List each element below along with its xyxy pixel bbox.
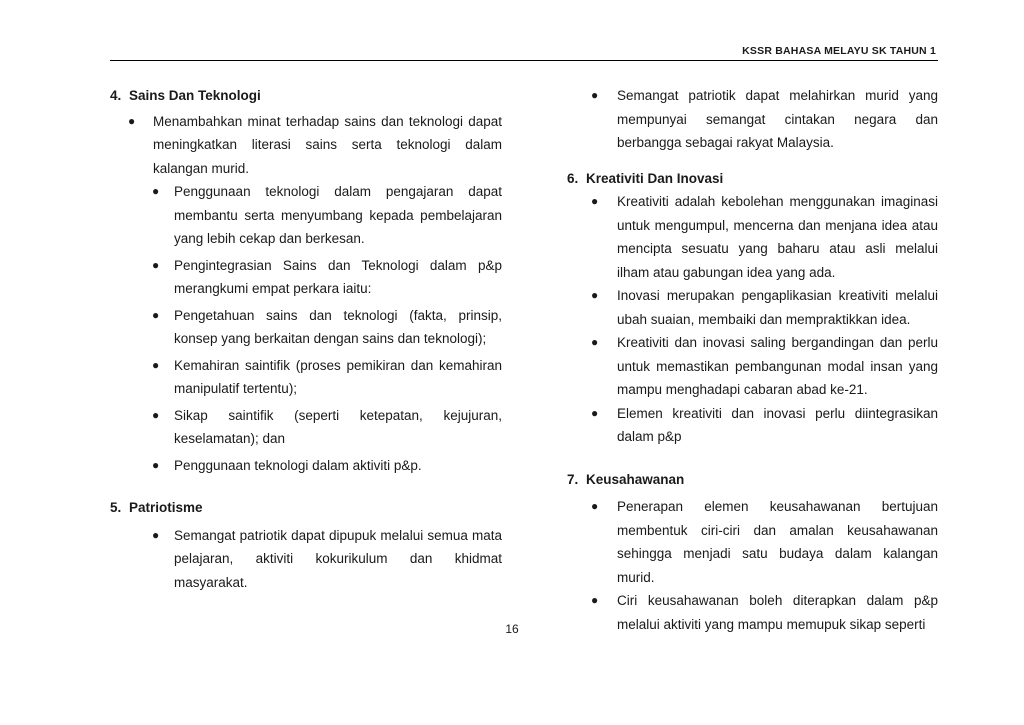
section-7-item: ● Ciri keusahawanan boleh diterapkan dalam p&p melalui aktiviti yang mampu memupuk sikap seperti: [567, 589, 938, 636]
bullet-icon: ●: [152, 527, 160, 542]
bullet-icon: ●: [152, 184, 160, 198]
section-6-heading: 6. Kreativiti Dan Inovasi: [567, 170, 724, 186]
section-4-item: ● Pengintegrasian Sains dan Teknologi dalam p&p merangkumi empat perkara iaitu:: [110, 254, 502, 301]
bullet-icon: ●: [591, 194, 599, 208]
page-number: 16: [505, 622, 519, 636]
bullet-icon: ●: [152, 257, 160, 272]
header-divider: [110, 60, 938, 61]
bullet-icon: ●: [591, 499, 599, 513]
bullet-icon: ●: [591, 405, 599, 420]
section-6-item: ● Inovasi merupakan pengaplikasian kreativiti melalui ubah suaian, membaiki dan mempraktikkan idea.: [567, 284, 938, 331]
section-6-item: ● Elemen kreativiti dan inovasi perlu diintegrasikan dalam p&p: [567, 402, 938, 449]
section-6-item: ● Kreativiti dan inovasi saling bergandingan dan perlu untuk memastikan pembangunan modal insan yang mampu menghadapi cabaran abad ke-21.: [567, 331, 938, 402]
section-4-item: ● Sikap saintifik (seperti ketepatan, kejujuran, keselamatan); dan: [110, 404, 502, 451]
section-4-item: ● Penggunaan teknologi dalam pengajaran dapat membantu serta menyumbang kepada pembelajaran yang lebih cekap dan berkesan.: [110, 180, 502, 251]
section-4-item: ● Penggunaan teknologi dalam aktiviti p&p.: [110, 454, 502, 478]
section-7-item: ● Penerapan elemen keusahawanan bertujuan membentuk ciri-ciri dan amalan keusahawanan sehingga menjadi satu budaya dalam kalangan murid.: [567, 495, 938, 589]
bullet-icon: ●: [152, 407, 160, 422]
bullet-icon: ●: [128, 113, 136, 128]
page-header-title: KSSR BAHASA MELAYU SK TAHUN 1: [742, 45, 936, 57]
bullet-icon: ●: [152, 457, 160, 472]
section-4-item: ● Pengetahuan sains dan teknologi (fakta, prinsip, konsep yang berkaitan dengan sains dan teknologi);: [110, 304, 502, 351]
section-5-item: ● Semangat patriotik dapat dipupuk melalui semua mata pelajaran, aktiviti kokurikulum dan khidmat masyarakat.: [110, 524, 502, 595]
left-column: [110, 84, 502, 594]
bullet-icon: ●: [591, 335, 599, 349]
section-5-heading: 5. Patriotisme: [110, 500, 203, 515]
bullet-icon: ●: [591, 88, 599, 102]
bullet-icon: ●: [152, 357, 160, 372]
section-4-intro: ● Menambahkan minat terhadap sains dan teknologi dapat meningkatkan literasi sains serta teknologi dalam kalangan murid.: [110, 110, 502, 181]
right-column: [567, 84, 938, 636]
bullet-icon: ●: [591, 593, 599, 607]
section-4-heading: 4. Sains Dan Teknologi: [110, 88, 261, 103]
section-7-heading: 7. Keusahawanan: [567, 471, 685, 487]
section-6-item: ● Kreativiti adalah kebolehan menggunakan imaginasi untuk mengumpul, mencerna dan menjana idea atau mencipta sesuatu yang baharu atau asli melalui ilham atau gabungan idea yang ada.: [567, 190, 938, 284]
bullet-icon: ●: [591, 288, 599, 302]
continued-item: ● Semangat patriotik dapat melahirkan murid yang mempunyai semangat cintakan negara dan berbangga sebagai rakyat Malaysia.: [567, 84, 938, 155]
bullet-icon: ●: [152, 307, 160, 322]
section-4-item: ● Kemahiran saintifik (proses pemikiran dan kemahiran manipulatif tertentu);: [110, 354, 502, 401]
